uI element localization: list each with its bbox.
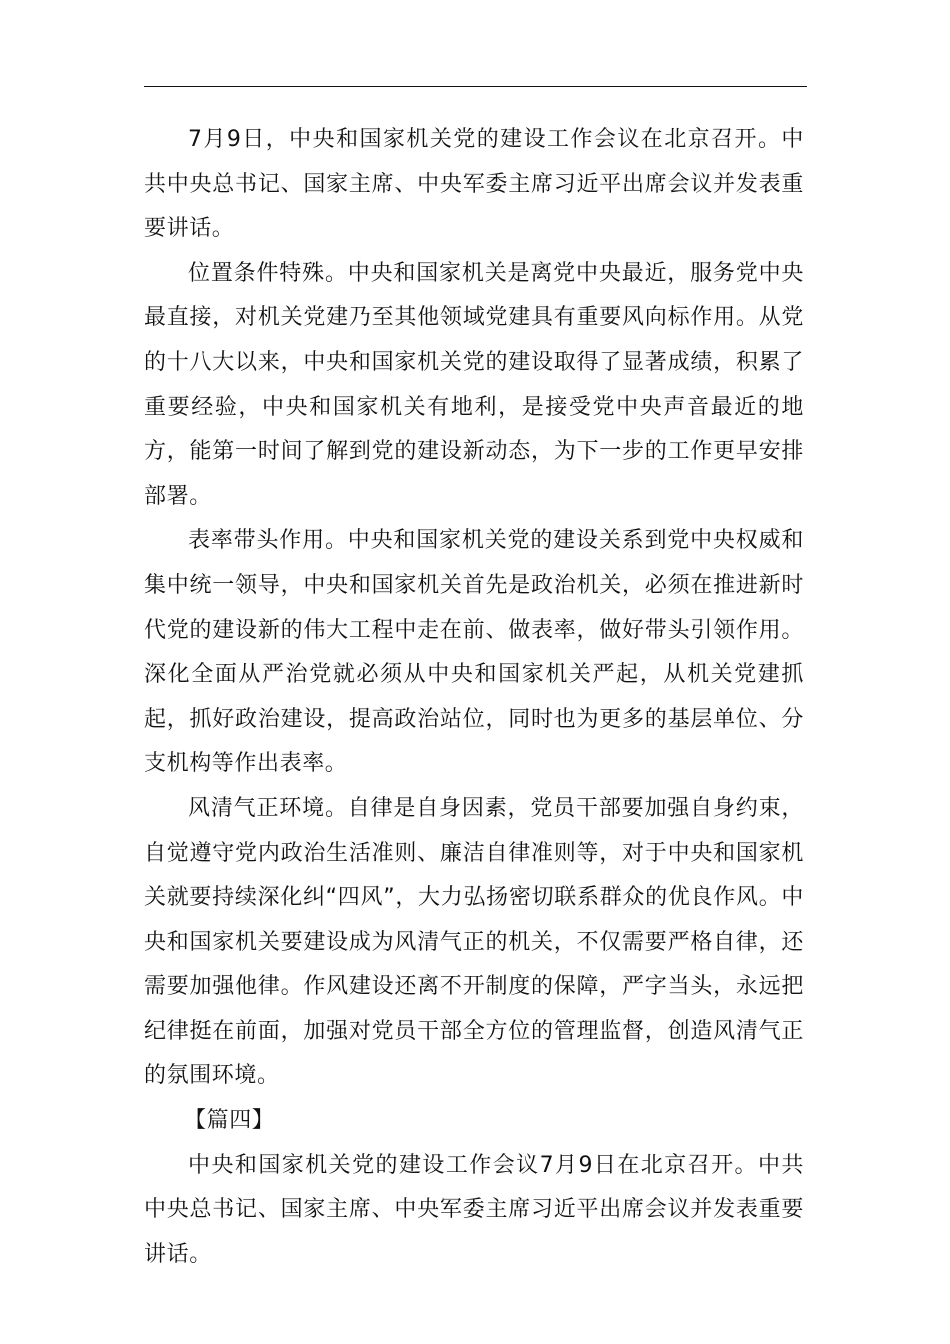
paragraph-leading-role: 表率带头作用。中央和国家机关党的建设关系到党中央权威和集中统一领导，中央和国家机关首先是政治机关，必须在推进新时代党的建设新的伟大工程中走在前、做表率，做好带头引领作用。深化全面从严治党就必须从中央和国家机关严起，从机关党建抓起，抓好政治建设，提高政治站位，同时也为更多的基层单位、分支机构等作出表率。 [144, 528, 804, 777]
paragraph-location: 位置条件特殊。中央和国家机关是离党中央最近，服务党中央最直接，对机关党建乃至其他领域党建具有重要风向标作用。从党的十八大以来，中央和国家机关党的建设取得了显著成绩，积累了重要经验，中央和国家机关有地利，是接受党中央声音最近的地方，能第一时间了解到党的建设新动态，为下一步的工作更早安排部署。 [144, 260, 804, 509]
section-heading: 【篇四】 [184, 1108, 275, 1134]
paragraph-intro: 7月9日，中央和国家机关党的建设工作会议在北京召开。中共中央总书记、国家主席、中央军委主席习近平出席会议并发表重要讲话。 [144, 127, 804, 242]
paragraph-section-four-intro: 中央和国家机关党的建设工作会议7月9日在北京召开。中共中央总书记、国家主席、中央军委主席习近平出席会议并发表重要讲话。 [144, 1152, 804, 1267]
header-rule [144, 86, 807, 87]
paragraph-environment: 风清气正环境。自律是自身因素，党员干部要加强自身约束，自觉遵守党内政治生活准则、廉洁自律准则等，对于中央和国家机关就要持续深化纠“四风”，大力弘扬密切联系群众的优良作风。中央和国家机关要建设成为风清气正的机关，不仅需要严格自律，还需要加强他律。作风建设还离不开制度的保障，严字当头，永远把纪律挺在前面，加强对党员干部全方位的管理监督，创造风清气正的氛围环境。 [144, 795, 804, 1089]
document-body [144, 118, 804, 1277]
